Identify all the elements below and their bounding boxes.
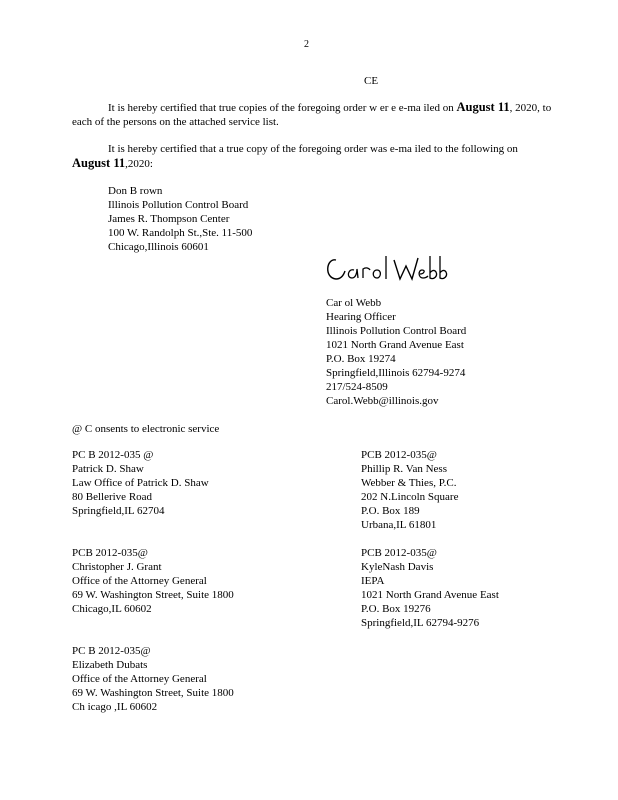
certification-paragraph-1 bbox=[72, 100, 552, 129]
service-line: Office of the Attorney General bbox=[72, 673, 207, 685]
service-list-entry bbox=[72, 546, 234, 616]
para1-text-after: , 2020, to each of the persons on the attached service list. bbox=[72, 102, 552, 128]
service-list-entry bbox=[361, 448, 458, 532]
signer-block bbox=[326, 296, 466, 408]
certification-paragraph-2 bbox=[72, 142, 552, 171]
signer-line: Springfield,Illinois 62794-9274 bbox=[326, 367, 466, 379]
para2-text-before: It is hereby certified that a true copy of the foregoing order was e-ma iled to the following on bbox=[108, 143, 518, 155]
recipient-line: Don B rown bbox=[108, 185, 163, 197]
page-number: 2 bbox=[304, 39, 309, 50]
recipient-line: Chicago,Illinois 60601 bbox=[108, 241, 209, 253]
service-line: Urbana,IL 61801 bbox=[361, 519, 437, 531]
certificate-heading: CE bbox=[364, 75, 379, 87]
para1-text-before: It is hereby certified that true copies of the foregoing order w er e e-ma iled on bbox=[108, 102, 457, 114]
service-line: Phillip R. Van Ness bbox=[361, 463, 447, 475]
service-line: PCB 2012-035@ bbox=[361, 449, 437, 461]
consent-note: @ C onsents to electronic service bbox=[72, 423, 220, 435]
service-line: PCB 2012-035@ bbox=[361, 547, 437, 559]
signer-line: 217/524-8509 bbox=[326, 381, 388, 393]
signer-line: Illinois Pollution Control Board bbox=[326, 325, 467, 337]
service-line: Chicago,IL 60602 bbox=[72, 603, 152, 615]
service-line: 80 Bellerive Road bbox=[72, 491, 153, 503]
service-line: Christopher J. Grant bbox=[72, 561, 162, 573]
service-list-entry bbox=[72, 448, 209, 518]
service-line: Patrick D. Shaw bbox=[72, 463, 144, 475]
signer-email: Carol.Webb@illinois.gov bbox=[326, 395, 439, 407]
service-line: Springfield,IL 62704 bbox=[72, 505, 165, 517]
recipient-line: 100 W. Randolph St.,Ste. 11-500 bbox=[108, 227, 253, 239]
service-list-entry bbox=[361, 546, 499, 630]
signer-line: P.O. Box 19274 bbox=[326, 353, 396, 365]
service-line: Ch icago ,IL 60602 bbox=[72, 701, 158, 713]
recipient-line: James R. Thompson Center bbox=[108, 213, 230, 225]
service-line: P.O. Box 189 bbox=[361, 505, 420, 517]
service-line: 202 N.Lincoln Square bbox=[361, 491, 459, 503]
signer-line: Car ol Webb bbox=[326, 297, 382, 309]
service-line: 1021 North Grand Avenue East bbox=[361, 589, 499, 601]
service-line: 69 W. Washington Street, Suite 1800 bbox=[72, 589, 234, 601]
signer-line: Hearing Officer bbox=[326, 311, 396, 323]
service-line: PCB 2012-035@ bbox=[72, 547, 148, 559]
para2-text-after: ,2020: bbox=[125, 158, 153, 170]
para2-date: August 11 bbox=[72, 156, 126, 170]
recipient-address bbox=[108, 184, 252, 254]
recipient-line: Illinois Pollution Control Board bbox=[108, 199, 249, 211]
service-line: PC B 2012-035@ bbox=[72, 645, 151, 657]
handwritten-signature bbox=[322, 252, 452, 286]
service-line: Office of the Attorney General bbox=[72, 575, 207, 587]
service-line: Springfield,IL 62794-9276 bbox=[361, 617, 480, 629]
service-line: PC B 2012-035 @ bbox=[72, 449, 154, 461]
service-list-entry bbox=[72, 644, 234, 714]
service-line: Elizabeth Dubats bbox=[72, 659, 148, 671]
service-line: 69 W. Washington Street, Suite 1800 bbox=[72, 687, 234, 699]
para1-date: August 11 bbox=[456, 100, 510, 114]
service-line: P.O. Box 19276 bbox=[361, 603, 431, 615]
service-line: Law Office of Patrick D. Shaw bbox=[72, 477, 209, 489]
service-line: KyleNash Davis bbox=[361, 561, 434, 573]
service-line: IEPA bbox=[361, 575, 385, 587]
service-line: Webber & Thies, P.C. bbox=[361, 477, 457, 489]
signer-line: 1021 North Grand Avenue East bbox=[326, 339, 464, 351]
